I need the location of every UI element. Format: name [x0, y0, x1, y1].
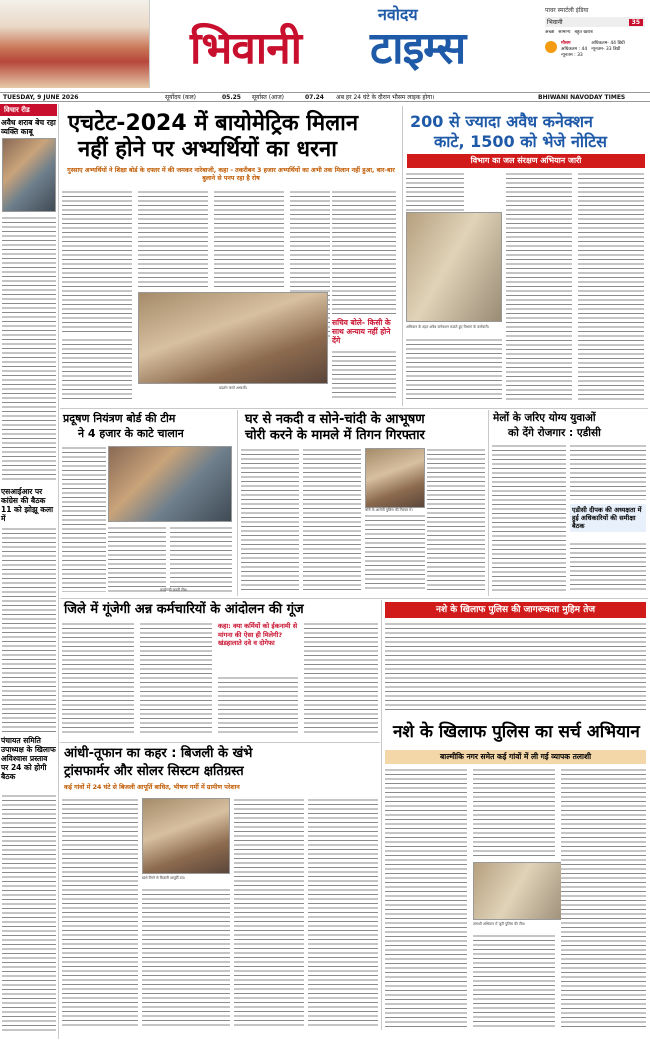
water-banner: विभाग का जल संरक्षण अभियान जारी — [407, 154, 645, 168]
theft-text-2 — [303, 448, 361, 592]
legend-bad: बहुत खराब — [574, 30, 593, 35]
lead-text-col-7 — [332, 350, 396, 400]
drugs-headline: नशे के खिलाफ पुलिस का सर्च अभियान — [393, 722, 640, 742]
storm-text-4 — [308, 798, 378, 1028]
weather-max: अधिकतम : 44 — [561, 47, 588, 52]
edition-name: BHIWANI NAVODAY TIMES — [538, 94, 626, 101]
drugs-text-4 — [473, 934, 555, 1028]
sidebar-text-2 — [2, 527, 56, 732]
sidebar-text-1 — [2, 216, 56, 482]
masthead-title-right: टाइम्स — [370, 23, 466, 74]
theft-headline-2: चोरी करने के मामले में तिगन गिरफ्तार — [245, 428, 425, 443]
lead-text-col-6 — [332, 190, 396, 314]
lead-photo — [138, 292, 328, 384]
lead-headline-2: नहीं होने पर अभ्यर्थियों का धरना — [78, 137, 337, 162]
sidebar-photo — [2, 138, 56, 212]
drugs-text-1 — [385, 622, 646, 710]
jobs-headline-1: मेलों के जरिए योग्य युवाओं — [493, 412, 596, 424]
lead-story — [60, 106, 400, 406]
theft-text-3 — [427, 448, 485, 592]
storm-headline-1: आंधी-तूफान का कहर : बिजली के खंभे — [64, 746, 253, 761]
storm-headline-2: ट्रांसफार्मर और सोलर सिस्टम क्षतिग्रस्त — [64, 764, 244, 779]
lead-text-col-3 — [214, 190, 284, 290]
sunrise-time: 05.25 — [222, 94, 241, 101]
sidebar-headline-3: पंचायत समिति उपाध्यक्ष के खिलाफ अविश्वास प्रस्ताव पर 24 को होगी बैठक — [1, 736, 56, 781]
lead-quote: सचिव बोले- किसी के साथ अन्याय नहीं होने देंगे — [332, 318, 391, 345]
pollution-photo — [108, 446, 232, 522]
pollution-caption: कार्यवाही करती टीम। — [160, 588, 188, 592]
jobs-headline-2: को देंगे रोजगार : एडीसी — [508, 427, 601, 439]
sunset-label: सूर्यास्त (आज) — [252, 94, 285, 101]
theft-story — [239, 410, 487, 596]
protest-text-2 — [140, 622, 212, 736]
lead-headline-1: एचटेट-2024 में बायोमेट्रिक मिलान — [68, 111, 359, 136]
sidebar-headline-1: अवैध शराब बेच रहा व्यक्ति काबू — [1, 118, 56, 136]
sidebar-text-3 — [2, 794, 56, 1034]
lead-text-col-5 — [62, 338, 132, 400]
power-label: पावर स्मार्टली इंडिया — [545, 7, 589, 14]
issue-date: TUESDAY, 9 JUNE 2026 — [3, 94, 79, 101]
legend-good: अच्छा — [545, 30, 555, 35]
jobs-text-1 — [492, 444, 566, 592]
weather-box — [545, 6, 645, 86]
jobs-text-3 — [570, 542, 646, 592]
date-strip — [0, 92, 650, 102]
masthead-temple-photo — [0, 0, 150, 88]
sidebar-headline-2: एसआईआर पर कांग्रेस की बैठक 11 को झोझू कला में — [1, 487, 54, 523]
drugs-text-2 — [385, 768, 467, 1028]
storm-text-2 — [142, 888, 230, 1028]
water-headline-1: 200 से ज्यादा अवैध कनेक्शन — [410, 112, 593, 131]
right-top-story — [404, 106, 647, 406]
sunset-time: 07.24 — [305, 94, 324, 101]
drugs-photo — [473, 862, 569, 920]
weather-right-max: अधिकतम- 44 डिग्री — [591, 41, 625, 46]
water-text-col-3 — [578, 172, 644, 400]
pollution-headline-2: ने 4 हजार के काटे चालान — [78, 427, 184, 440]
sunrise-label: सूर्योदय (कल) — [165, 94, 197, 101]
sidebar-tag: विचार रीड — [0, 104, 57, 116]
storm-photo — [142, 798, 230, 874]
water-headline-2: काटे, 1500 को भेजे नोटिस — [434, 132, 607, 151]
sidebar — [0, 104, 57, 1039]
masthead-title-left: भिवानी — [190, 23, 302, 74]
lead-photo-caption: प्रदर्शन करते अभ्यर्थी। — [219, 386, 247, 390]
jobs-text-2 — [570, 444, 646, 500]
protest-text-3 — [218, 676, 298, 736]
water-photo — [406, 212, 502, 322]
lead-text-col-1 — [62, 190, 132, 335]
pollution-story — [60, 410, 236, 596]
city-label: भिवानी — [547, 19, 563, 26]
theft-text-1 — [241, 448, 299, 592]
theft-photo — [365, 448, 425, 508]
jobs-quote: एडीसी दीपक की अध्यक्षता में हुई अधिकारियों की समीक्षा बैठक — [570, 504, 646, 532]
water-text-col-4 — [406, 338, 502, 400]
drugs-story — [383, 600, 648, 1032]
lead-subhead: गुस्साए अभ्यर्थियों ने शिक्षा बोर्ड के दफ्तर में की जमकर नारेबाजी, कहा - तकरीबन 3 हजार अभ्यर्थियों का अभी तक मिलान नहीं हुआ, बार-बार बुलाने से पनप रहा है रोष — [67, 167, 395, 182]
masthead-small-title: नवोदय — [378, 5, 418, 24]
storm-story — [60, 744, 380, 1034]
theft-headline-1: घर से नकदी व सोने-चांदी के आभूषण — [245, 412, 425, 427]
drugs-banner: नशे के खिलाफ पुलिस की जागरूकता मुहिम तेज — [385, 602, 646, 618]
pollution-text-1 — [62, 446, 106, 592]
theft-caption: चोरी के आरोपी पुलिस की गिरफ्त में। — [365, 508, 413, 512]
lead-text-col-2 — [138, 190, 208, 290]
weather-title: मौसम — [561, 41, 571, 46]
pollution-text-2 — [108, 526, 166, 592]
storm-caption: खंभे गिरने से बिजली आपूर्ति ठप। — [142, 876, 186, 880]
protest-headline: जिले में गूंजेगी अन्न कर्मचारियों के आंदोलन की गूंज — [64, 602, 304, 617]
masthead — [0, 0, 650, 92]
pollution-text-3 — [170, 526, 232, 592]
weather-right-min: न्यूनतम- 33 डिग्री — [591, 47, 621, 52]
theft-text-4 — [365, 514, 425, 592]
tagline: अब हर 24 घंटे के दौरान भौसम लाइक होगा। — [336, 94, 435, 101]
pollution-headline-1: प्रदूषण नियंत्रण बोर्ड की टीम — [63, 412, 176, 425]
water-text-col-2 — [506, 172, 572, 400]
jobs-story — [490, 410, 648, 596]
protest-story — [60, 600, 380, 740]
drugs-text-3 — [473, 768, 555, 858]
drugs-text-5 — [561, 768, 646, 1028]
storm-text-3 — [234, 798, 304, 1028]
legend-normal: सामान्य — [558, 30, 571, 35]
protest-quote: कहा: क्या कर्मियों को ईकनामी से मांगना की ऐसा ही मिलेगी? खंडहालाते दवे व दोगेफा — [218, 622, 298, 647]
drugs-subbanner: बाल्मीकि नगर समेत कई गांवों में ली गई व्यापक तलाशी — [385, 750, 646, 764]
storm-subhead: कई गांवों में 24 घंटे से बिजली आपूर्ति बाधित, भीषण गर्मी में ग्रामीण परेशान — [64, 784, 240, 791]
weather-sun-icon — [545, 41, 557, 53]
protest-text-4 — [304, 622, 378, 736]
weather-min: न्यूनतम : 33 — [561, 53, 583, 58]
protest-text-1 — [62, 622, 134, 736]
water-photo-caption: अभियान के तहत अवैध कनेक्शन काटते हुए विभाग के कर्मचारी। — [406, 325, 489, 329]
storm-text-1 — [62, 798, 138, 1028]
city-aqi: 35 — [629, 19, 643, 26]
drugs-caption: तलाशी अभियान में जुटी पुलिस की टीम। — [473, 922, 526, 926]
